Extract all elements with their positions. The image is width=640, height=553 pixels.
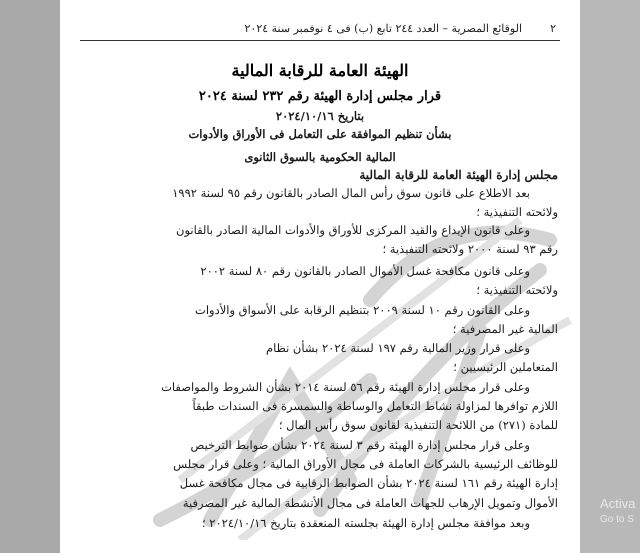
body-line: وعلى القانون رقم ١٠ لسنة ٢٠٠٩ بتنظيم الرقابة على الأسواق والأدوات bbox=[195, 303, 530, 317]
body-line: رقم ٩٣ لسنة ٢٠٠٠ ولائحته التنفيذية ؛ bbox=[382, 242, 558, 256]
header-divider bbox=[80, 40, 560, 41]
body-line: بعد الاطلاع على قانون سوق رأس المال الصادر بالقانون رقم ٩٥ لسنة ١٩٩٢ bbox=[172, 186, 530, 200]
decree-title: قرار مجلس إدارة الهيئة رقم ٢٣٢ لسنة ٢٠٢٤ bbox=[198, 89, 442, 104]
activate-windows-text: Activa bbox=[600, 496, 636, 511]
body-line: المتعاملين الرئيسيين ؛ bbox=[453, 360, 558, 374]
body-line: وعلى قرار مجلس إدارة الهيئة رقم ٥٦ لسنة ٢٠١٤ بشأن الشروط والمواصفات bbox=[161, 380, 530, 394]
subject-line-2: المالية الحكومية بالسوق الثانوى bbox=[244, 150, 396, 164]
authority-title: الهيئة العامة للرقابة المالية bbox=[231, 61, 409, 80]
body-line: اللازم توافرها لمزاولة نشاط التعامل والوساطة والسمسرة فى السندات طبقاً bbox=[192, 399, 558, 413]
document-page bbox=[60, 0, 580, 553]
page-number: ٢ bbox=[550, 22, 556, 35]
body-line: وعلى قرار مجلس إدارة الهيئة رقم ٣ لسنة ٢٠٢٤ بشأن ضوابط الترخيص bbox=[190, 438, 530, 452]
body-line: الأموال وتمويل الإرهاب للجهات العاملة فى مجال الأنشطة المالية غير المصرفية bbox=[182, 496, 558, 510]
page-header bbox=[90, 22, 556, 38]
body-line: وعلى قانون مكافحة غسل الأموال الصادر بالقانون رقم ٨٠ لسنة ٢٠٠٢ bbox=[200, 264, 530, 278]
body-line: للمادة (٢٧١) من اللائحة التنفيذية لقانون سوق رأس المال ؛ bbox=[278, 418, 558, 432]
gazette-header-text: الوقائع المصرية – العدد ٢٤٤ تابع (ب) فى ٤ نوفمبر سنة ٢٠٢٤ bbox=[244, 22, 522, 35]
body-line: المالية غير المصرفية ؛ bbox=[452, 322, 558, 336]
decree-date: بتاريخ ٢٠٢٤/١٠/١٦ bbox=[275, 109, 365, 123]
body-line: وبعد موافقة مجلس إدارة الهيئة بجلسته المنعقدة بتاريخ ٢٠٢٤/١٠/١٦ ؛ bbox=[201, 516, 530, 530]
body-line: للوظائف الرئيسية بالشركات العاملة فى مجال الأوراق المالية ؛ وعلى قرار مجلس bbox=[173, 457, 558, 471]
body-line: إدارة الهيئة رقم ١٦١ لسنة ٢٠٢٤ بشأن الضوابط الرقابية فى مجال مكافحة غسل bbox=[179, 476, 558, 490]
viewer-right-margin bbox=[580, 0, 640, 553]
body-line: وعلى قانون الإيداع والقيد المركزى للأوراق والأدوات المالية الصادر بالقانون bbox=[176, 223, 530, 237]
subject-line-1: بشأن تنظيم الموافقة على التعامل فى الأوراق والأدوات bbox=[188, 127, 452, 141]
activate-windows-subtext: Go to S bbox=[600, 514, 634, 525]
body-line: ولائحته التنفيذية ؛ bbox=[476, 283, 558, 297]
body-line: وعلى قرار وزير المالية رقم ١٩٧ لسنة ٢٠٢٤ بشأن نظام bbox=[266, 341, 530, 355]
body-line: ولائحته التنفيذية ؛ bbox=[476, 205, 558, 219]
board-heading: مجلس إدارة الهيئة العامة للرقابة المالية bbox=[359, 168, 558, 182]
